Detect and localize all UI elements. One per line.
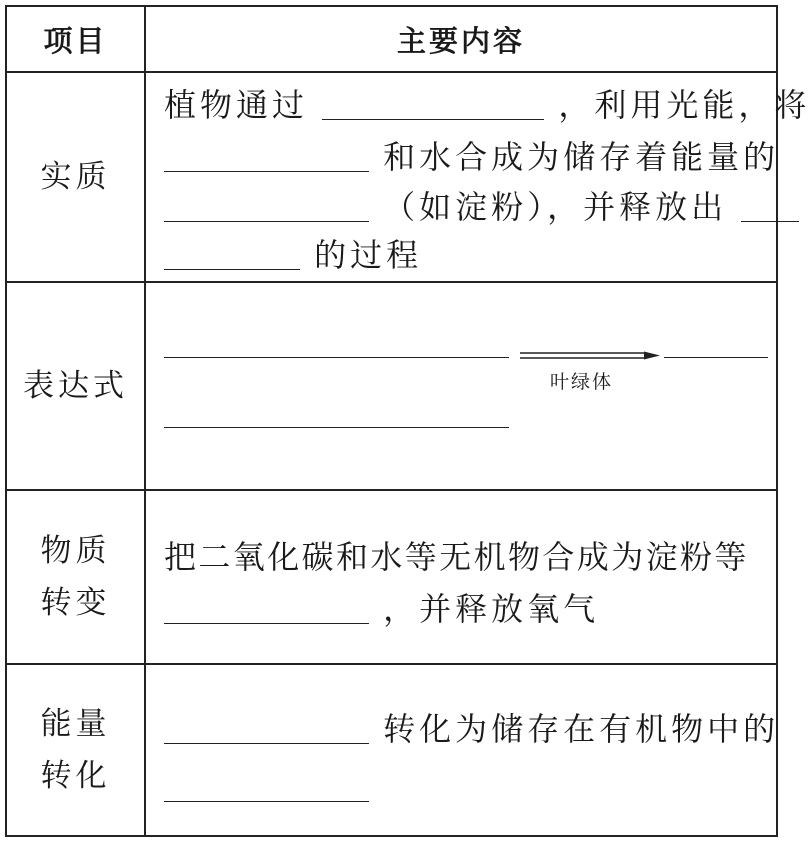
matter-line-2 [164, 589, 599, 629]
essence-line-2 [164, 137, 779, 177]
text-segment: 把二氧化碳和水等无机物合成为淀粉等 [164, 538, 749, 576]
text-segment: ，并释放氧气 [383, 590, 600, 628]
answer-blank[interactable] [164, 427, 509, 428]
text-segment: 的过程 [314, 236, 423, 274]
matter-content [146, 491, 776, 663]
text-segment: 植物通过 [164, 86, 309, 124]
label-text: 表达式 [23, 368, 128, 404]
row-label-matter [7, 491, 144, 663]
answer-blank[interactable] [164, 357, 509, 358]
condition-label: 叶绿体 [550, 371, 614, 393]
label-text: 物质 [40, 533, 111, 569]
answer-blank[interactable] [664, 357, 768, 358]
text-segment: 转化为储存在有机物中的 [383, 710, 780, 748]
row-label-essence [7, 73, 144, 281]
label-text: 能量 [40, 706, 111, 742]
answer-blank[interactable] [164, 193, 369, 222]
text-segment: 和水合成为储存着能量的 [383, 138, 780, 176]
matter-line-1 [164, 537, 749, 577]
answer-blank[interactable] [164, 241, 300, 270]
answer-blank[interactable] [741, 193, 799, 222]
text-segment: ，利用光能，将 [558, 86, 810, 124]
header-item: 项目 [43, 23, 108, 58]
answer-blank[interactable] [322, 91, 544, 120]
essence-content [146, 73, 810, 281]
essence-line-1 [164, 85, 810, 125]
arrow-head-icon [644, 352, 660, 360]
energy-content [146, 665, 780, 835]
text-segment: （如淀粉），并释放出 [383, 188, 728, 226]
row-label-expression [7, 283, 144, 489]
answer-blank[interactable] [164, 801, 369, 802]
expression-content [146, 283, 776, 489]
answer-blank[interactable] [164, 715, 369, 744]
answer-blank[interactable] [164, 143, 369, 172]
label-text: 实质 [40, 159, 111, 195]
energy-line-1 [164, 709, 779, 749]
reaction-arrow [514, 349, 662, 365]
essence-line-3 [164, 187, 799, 227]
row-label-energy [7, 665, 144, 835]
label-text: 转化 [40, 758, 111, 794]
header-content: 主要内容 [396, 23, 525, 58]
answer-blank[interactable] [164, 595, 369, 624]
label-text: 转变 [40, 585, 111, 621]
essence-line-4 [164, 235, 422, 275]
summary-table [5, 5, 810, 837]
